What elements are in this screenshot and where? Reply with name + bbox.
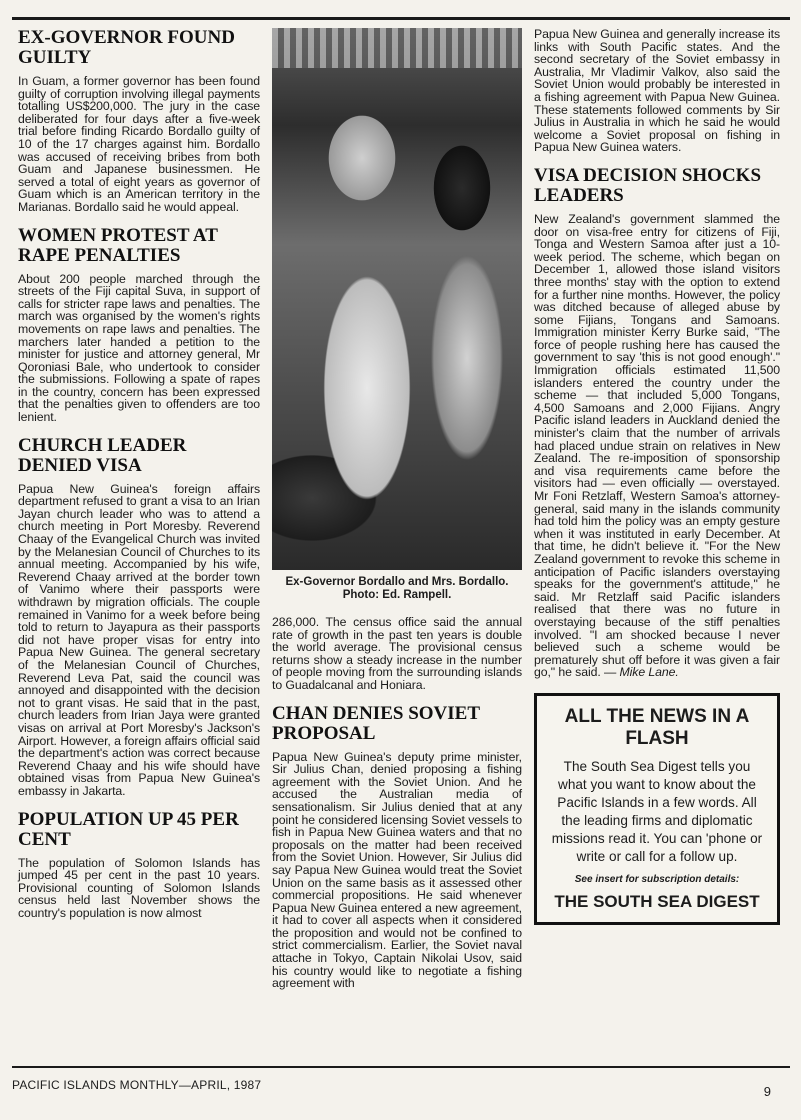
column-middle (272, 28, 522, 1002)
headline-visa-decision: VISA DECISION SHOCKS LEADERS (534, 164, 762, 206)
visa-decision-text: New Zealand's government slammed the door on visa-free entry for citizens of Fiji, Tonga and Western Samoa after just a 10-week period. The scheme, which began on December 1, allowed those island visitors three months' stay with the option to extend for a further nine months. However, the policy was ditched because of alleged abuse by some Fijians, Tongans and Samoans. Immigration minister Kerry Burke said, "The force of people rushing here has caused the government to say 'this is not good enough'." Immigration officials estimated 11,500 islanders entered the country under the scheme — that included 5,000 Tongans, 4,500 Samoans and 2,000 Fijians. Angry Pacific island leaders in Auckland denied the minister's claim that the number of arrivals had placed undue strain on relatives in New Zealand. The re-imposition of sponsorship and visa requirements came before the visitors had — even officially — overstayed. Mr Foni Retzlaff, Western Samoa's attorney-general, said many in the islands community had told him the policy was an empty gesture when it was instituted in early December. At that time, he didn't believe it. "For the New Zealand government to revoke this scheme in anticipation of Pacific islanders overstaying speaks for the government's attitude," he said. Mr Retzlaff said Pacific islanders realised that there was no future in overstaying because of the stiff penalties involved. "I am shocked because I never believed such a scheme would be prematurely shut off before it was given a fair go," he said. — (534, 211, 780, 680)
byline-visa-decision: Mike Lane. (619, 665, 679, 680)
photo-awning-fringe (272, 28, 522, 68)
ad-note: See insert for subscription details: (574, 873, 740, 885)
body-chan-denies: Papua New Guinea's deputy prime minister, Sir Julius Chan, denied proposing a fishing agreement with the Soviet Union. And he accused the Australian media of sensationalism. Sir Julius denied that at any point he considered licensing Soviet vessels to fish in Papua New Guinea waters and that no proposals on the matter had been received from the Soviet Union. However, Sir Julius did say Papua New Guinea would treat the Soviet Union on the same basis as it assessed other commercial propositions. He said whenever Papua New Guinea entered a new agreement, it had to cover all aspects when it considered the proposition and would not be confined to strict commercialism. Earlier, the Soviet naval attache in Tokyo, Captain Nikolai Usov, said his country would like to negotiate a fishing agreement with (272, 749, 522, 991)
body-ex-governor: In Guam, a former governor has been found guilty of corruption involving illegal payments totalling US$200,000. The jury in the case deliberated for four days after a five-week trial before finding Ricardo Bordallo guilty of 10 of the 17 charges against him. Bordallo was accused of receiving bribes from both Guam and Japanese businessmen. He served a total of eight years as governor of Guam which is an American territory in the Marianas. Bordallo said he would appeal. (18, 74, 260, 214)
article-ex-governor (18, 28, 260, 214)
article-chan-denies (272, 704, 522, 990)
article-women-protest (18, 226, 260, 424)
south-sea-digest-ad (534, 693, 780, 925)
article-population-continued (272, 616, 522, 692)
article-chan-continued (534, 28, 780, 154)
body-chan-continued: Papua New Guinea and generally increase its links with South Pacific states. And the second secretary of the Soviet embassy in Australia, Mr Vladimir Valkov, also said the Soviet Union would probably be interested in a fishing agreement with Papua New Guinea. These statements followed comments by Sir Julius in Australia in which he said he would welcome a Soviet proposal on fishing in Papua New Guinea waters. (534, 27, 780, 155)
page-number: 9 (763, 1084, 771, 1099)
body-women-protest: About 200 people marched through the streets of the Fiji capital Suva, in support of calls for stricter rape laws and penalties. The march was organised by the women's rights movements on rape laws and penalties. The marchers later handed a petition to the minister for justice and attorney general, Mr Qoroniasi Bale, who undertook to consider the submissions. Following a spate of rapes in the country, concern has been expressed that the penalties given to offenders are too lenient. (18, 271, 260, 425)
headline-church-leader: CHURCH LEADER DENIED VISA (18, 434, 187, 476)
ad-headline: ALL THE NEWS IN A FLASH (564, 705, 750, 749)
column-right (534, 28, 780, 925)
headline-population: POPULATION UP 45 PER CENT (18, 808, 239, 850)
body-population: The population of Solomon Islands has jumped 45 per cent in the past 10 years. Provisional counting of Solomon Islands census held last November shows the country's population is now almost (18, 855, 260, 920)
headline-chan-denies: CHAN DENIES SOVIET PROPOSAL (272, 702, 480, 744)
headline-ex-governor: EX-GOVERNOR FOUND GUILTY (18, 27, 235, 68)
ad-body: The South Sea Digest tells you what you want to know about the Pacific Islands in a few words. All the leading firms and diplomatic missions read it. You can 'phone or write or call for a follow up. (551, 758, 763, 864)
article-visa-decision (534, 166, 780, 679)
headline-women-protest: WOMEN PROTEST AT RAPE PENALTIES (18, 224, 218, 266)
ad-publication-title: THE SOUTH SEA DIGEST (554, 891, 760, 911)
body-church-leader: Papua New Guinea's foreign affairs department refused to grant a visa to an Irian Jayan church leader who was to attend a church meeting in Port Moresby. Reverend Chaay of the Evangelical Church was invited by the Melanesian Council of Churches to its annual meeting. Accompanied by his wife, Reverend Chaay arrived at the border town of Vanimo where their passports were withdrawn by migration officials. The couple remained in Vanimo for a week before being told to return to Jayapura as their passports did not have proper visas for entry into Papua New Guinea. The general secretary of the Melanesian Council of Churches, Reverend Leva Pat, said the council was annoyed and disappointed with the decision not to grant visas. He said that in the past, church leaders from Irian Jaya were granted visas on arrival at Port Moresby's Jackson's Airport. However, a foreign affairs official said the department's action was correct because Reverend Chaay and his wife should have obtained visas from Papua New Guinea's embassy in Jakarta. (18, 481, 260, 798)
column-left (18, 28, 260, 931)
body-population-continued: 286,000. The census office said the annual rate of growth in the past ten years is double the world average. The provisional census returns show a steady increase in the number of people moving from the surrounding islands to Guadalcanal and Honiara. (272, 615, 522, 692)
bottom-rule (12, 1066, 790, 1068)
body-visa-decision (534, 213, 780, 679)
article-population (18, 810, 260, 920)
article-church-leader (18, 436, 260, 798)
photo-bordallo (272, 28, 522, 570)
photo-caption: Ex-Governor Bordallo and Mrs. Bordallo. Photo: Ed. Rampell. (285, 576, 509, 601)
footer-publication: PACIFIC ISLANDS MONTHLY—APRIL, 1987 (12, 1078, 262, 1092)
top-rule (12, 17, 790, 20)
